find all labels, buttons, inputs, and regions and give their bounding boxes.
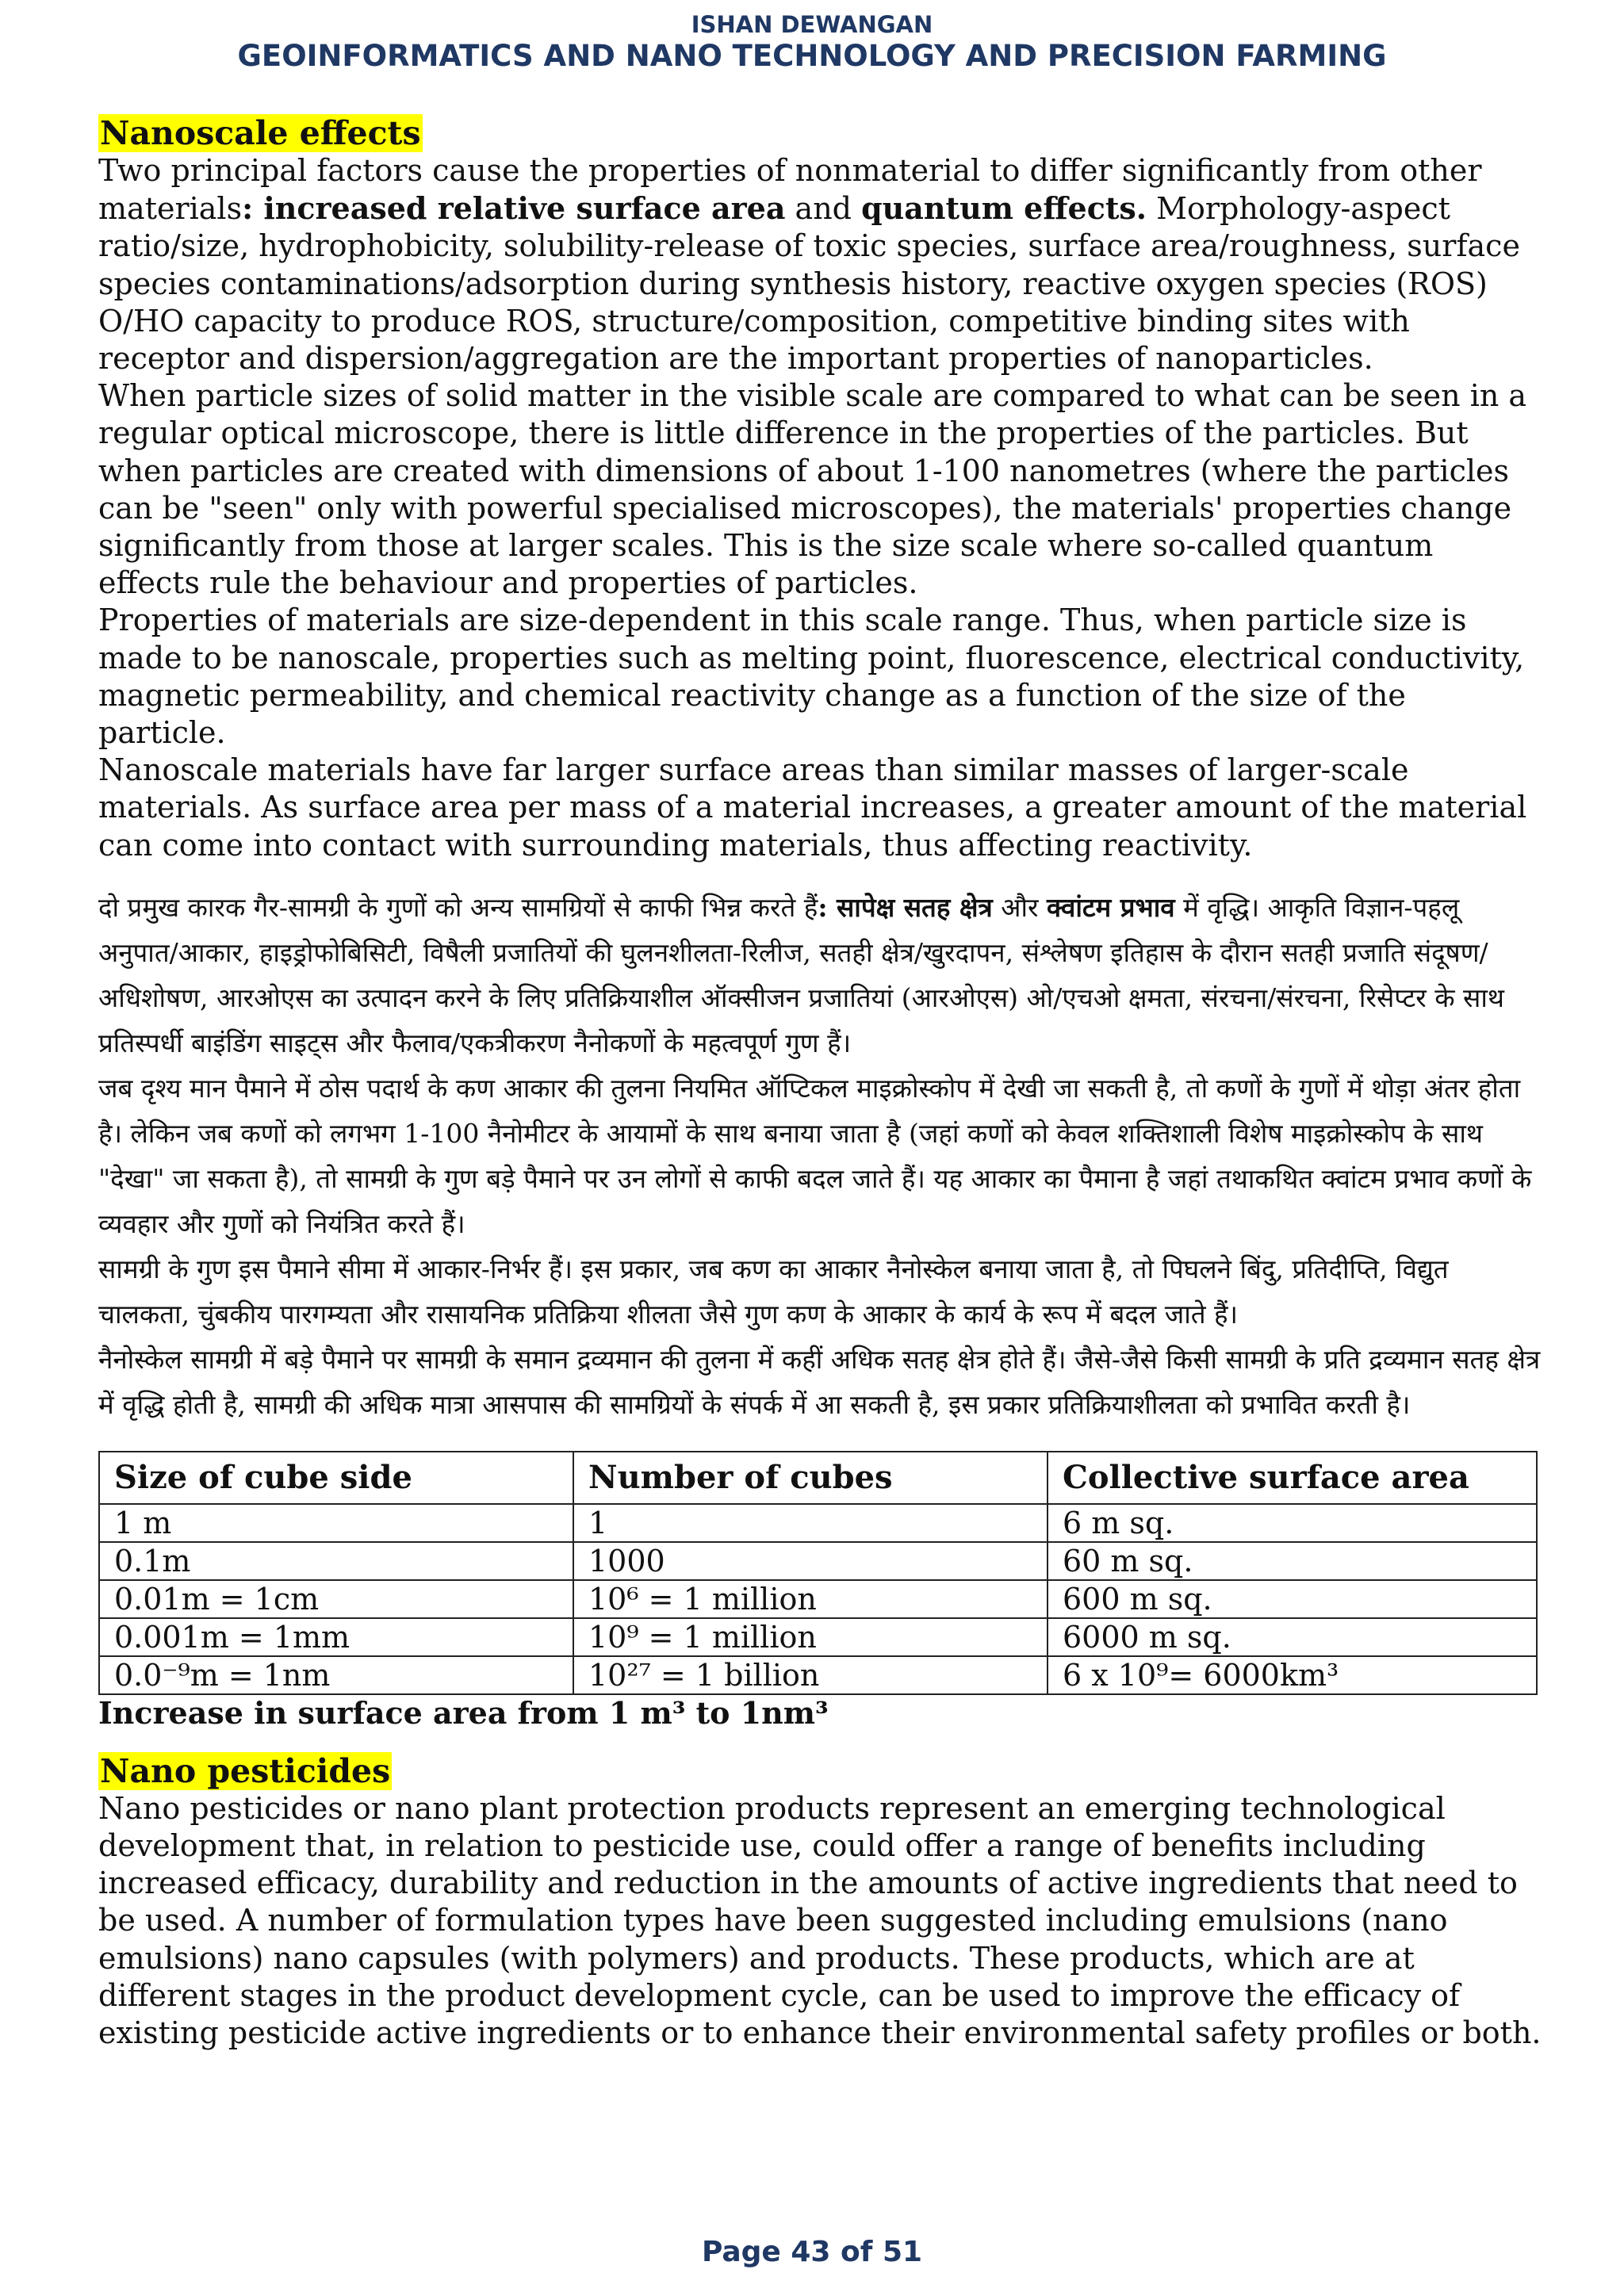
paragraph: Two principal factors cause the properties of nonmaterial to differ significantly from other materials: increased relative surface area and quantum effects. Morphology-aspect ratio/size, hydrophobicity, solubility-release of toxic species, surface area/roughness, surface species contaminations/adsorption during synthesis history, reactive oxygen species (ROS) O/HO capacity to produce ROS, structure/composition, competitive binding sites with receptor and dispersion/aggregation are the important properties of nanoparticles.: [98, 153, 1520, 377]
table-caption: Increase in surface area from 1 m³ to 1nm³: [98, 1694, 829, 1731]
document-subject: GEOINFORMATICS AND NANO TECHNOLOGY AND PRECISION FARMING: [237, 39, 1387, 73]
hindi-paragraph: नैनोस्केल सामग्री में बड़े पैमाने पर सामग्री के समान द्रव्यमान की तुलना में कहीं अधिक सतह क्षेत्र होते हैं। जैसे-जैसे किसी सामग्री के प्रति द्रव्यमान सतह क्षेत्र में वृद्धि होती है, सामग्री की अधिक मात्रा आसपास की सामग्रियों के संपर्क में आ सकती है, इस प्रकार प्रतिक्रियाशीलता को प्रभावित करती है।: [98, 1343, 1541, 1420]
table-cell: 10⁹ = 1 million: [573, 1618, 1048, 1656]
table-cell: 0.001m = 1mm: [99, 1618, 573, 1656]
paragraph: When particle sizes of solid matter in the visible scale are compared to what can be seen in a regular optical microscope, there is little difference in the properties of the particles. But when particles are created with dimensions of about 1-100 nanometres (where the particles can be "seen" only with powerful specialised microscopes), the materials' properties change significantly from those at larger scales. This is the size scale where so-called quantum effects rule the behaviour and properties of particles.: [98, 378, 1527, 601]
table-cell: 6 x 10⁹= 6000km³: [1048, 1656, 1537, 1694]
table-cell: 60 m sq.: [1048, 1542, 1537, 1580]
table-header-cell: Size of cube side: [99, 1452, 573, 1504]
surface-area-table: [98, 1451, 1538, 1695]
table-cell: 6000 m sq.: [1048, 1618, 1537, 1656]
table-row: [99, 1504, 1537, 1542]
table-cell: 1: [573, 1504, 1048, 1542]
table-cell: 600 m sq.: [1048, 1580, 1537, 1618]
paragraph: Nanoscale materials have far larger surface areas than similar masses of larger-scale materials. As surface area per mass of a material increases, a greater amount of the material can come into contact with surrounding materials, thus affecting reactivity.: [98, 752, 1527, 863]
section-heading-nanoscale: Nanoscale effects: [100, 114, 421, 152]
hindi-paragraph: जब दृश्य मान पैमाने में ठोस पदार्थ के कण आकार की तुलना नियमित ऑप्टिकल माइक्रोस्कोप में देखी जा सकती है, तो कणों के गुणों में थोड़ा अंतर होता है। लेकिन जब कणों को लगभग 1-100 नैनोमीटर के आयामों के साथ बनाया जाता है (जहां कणों को केवल शक्तिशाली विशेष माइक्रोस्कोप के साथ "देखा" जा सकता है), तो सामग्री के गुण बड़े पैमाने पर उन लोगों से काफी बदल जाते हैं। यह आकार का पैमाना है जहां तथाकथित क्वांटम प्रभाव कणों के व्यवहार और गुणों को नियंत्रित करते हैं।: [98, 1072, 1532, 1239]
table-cell: 10⁶ = 1 million: [573, 1580, 1048, 1618]
table-cell: 1000: [573, 1542, 1048, 1580]
page-content: [98, 114, 1542, 2052]
page-header: [0, 11, 1624, 75]
page-number: Page 43 of 51: [701, 2236, 923, 2268]
table-cell: 10²⁷ = 1 billion: [573, 1656, 1048, 1694]
table-row: [99, 1542, 1537, 1580]
paragraph: Properties of materials are size-dependent in this scale range. Thus, when particle size is made to be nanoscale, properties such as melting point, fluorescence, electrical conductivity, magnetic permeability, and chemical reactivity change as a function of the size of the particle.: [98, 603, 1525, 751]
table-header-cell: Number of cubes: [573, 1452, 1048, 1504]
table-cell: 0.1m: [99, 1542, 573, 1580]
hindi-paragraph: सामग्री के गुण इस पैमाने सीमा में आकार-निर्भर हैं। इस प्रकार, जब कण का आकार नैनोस्केल बनाया जाता है, तो पिघलने बिंदु, प्रतिदीप्ति, विद्युत चालकता, चुंबकीय पारगम्यता और रासायनिक प्रतिक्रिया शीलता जैसे गुण कण के आकार के कार्य के रूप में बदल जाते हैं।: [98, 1253, 1449, 1330]
author-name: ISHAN DEWANGAN: [691, 11, 933, 38]
section-heading-nano-pesticides: Nano pesticides: [100, 1751, 391, 1790]
table-header-row: [99, 1452, 1537, 1504]
table-row: [99, 1580, 1537, 1618]
table-cell: 6 m sq.: [1048, 1504, 1537, 1542]
table-row: [99, 1656, 1537, 1694]
table-cell: 0.01m = 1cm: [99, 1580, 573, 1618]
table-cell: 0.0⁻⁹m = 1nm: [99, 1656, 573, 1694]
hindi-paragraph: दो प्रमुख कारक गैर-सामग्री के गुणों को अन्य सामग्रियों से काफी भिन्न करते हैं: सापेक्ष सतह क्षेत्र और क्वांटम प्रभाव में वृद्धि। आकृति विज्ञान-पहलू अनुपात/आकार, हाइड्रोफोबिसिटी, विषैली प्रजातियों की घुलनशीलता-रिलीज, सतही क्षेत्र/खुरदापन, संश्लेषण इतिहास के दौरान सतही प्रजाति संदूषण/अधिशोषण, आरओएस का उत्पादन करने के लिए प्रतिक्रियाशील ऑक्सीजन प्रजातियां (आरओएस) ओ/एचओ क्षमता, संरचना/संरचना, रिसेप्टर के साथ प्रतिस्पर्धी बाइंडिंग साइट्स और फैलाव/एकत्रीकरण नैनोकणों के महत्वपूर्ण गुण हैं।: [98, 891, 1504, 1058]
table-header-cell: Collective surface area: [1048, 1452, 1537, 1504]
table-row: [99, 1618, 1537, 1656]
table-cell: 1 m: [99, 1504, 573, 1542]
paragraph: Nano pesticides or nano plant protection products represent an emerging technological development that, in relation to pesticide use, could offer a range of benefits including increased efficacy, durability and reduction in the amounts of active ingredients that need to be used. A number of formulation types have been suggested including emulsions (nano emulsions) nano capsules (with polymers) and products. These products, which are at different stages in the product development cycle, can be used to improve the efficacy of existing pesticide active ingredients or to enhance their environmental safety profiles or both.: [98, 1790, 1542, 2051]
